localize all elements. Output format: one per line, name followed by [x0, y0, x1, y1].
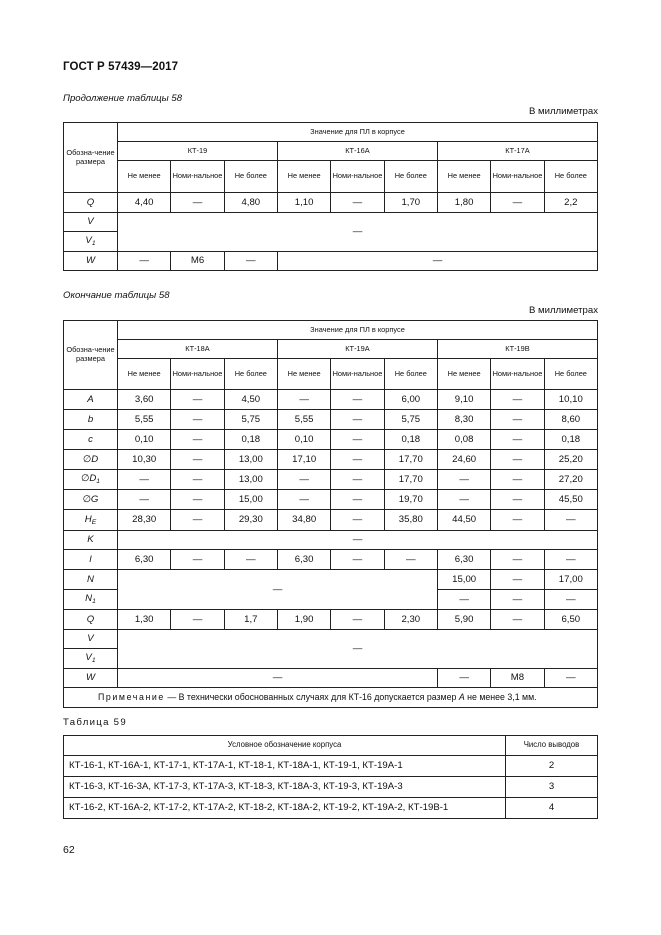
- value-cell: —: [331, 193, 384, 213]
- value-cell: —: [118, 252, 171, 271]
- pin-count-cell: 4: [506, 798, 598, 819]
- table-row: [64, 470, 598, 490]
- value-cell: 1,80: [437, 193, 490, 213]
- col-min: Не менее: [437, 161, 490, 193]
- value-cell: —: [118, 490, 171, 510]
- dim-cell: W: [64, 669, 118, 688]
- value-cell: 6,00: [384, 390, 437, 410]
- dim-cell: b: [64, 410, 118, 430]
- dim-cell: l: [64, 550, 118, 570]
- table-row: [64, 193, 598, 213]
- value-cell: —: [491, 430, 544, 450]
- table58-cont-caption: Продолжение таблицы 58: [63, 93, 183, 104]
- package-list-cell: КТ-16-3, КТ-16-3А, КТ-17-3, КТ-17А-3, КТ-18-3, КТ-18А-3, КТ-19-3, КТ-19А-3: [64, 777, 506, 798]
- value-cell: 5,90: [437, 610, 490, 630]
- value-cell: 2,30: [384, 610, 437, 630]
- value-cell: 17,70: [384, 470, 437, 490]
- table58-end-units: В миллиметрах: [528, 305, 598, 316]
- value-cell: 17,10: [277, 450, 330, 470]
- table-row: [64, 510, 598, 531]
- value-cell: 5,75: [384, 410, 437, 430]
- package-header: КТ-16А: [277, 142, 437, 161]
- value-header: Значение для ПЛ в корпусе: [118, 321, 598, 340]
- col-max: Не более: [224, 161, 277, 193]
- col-min: Не менее: [118, 161, 171, 193]
- value-cell: 13,00: [224, 470, 277, 490]
- value-cell: —: [491, 450, 544, 470]
- value-cell: —: [491, 570, 544, 590]
- col-min: Не менее: [437, 359, 490, 390]
- value-cell: —: [331, 470, 384, 490]
- dim-cell: N: [64, 570, 118, 590]
- table-row: [64, 531, 598, 550]
- package-header: КТ-19В: [437, 340, 597, 359]
- value-cell: 19,70: [384, 490, 437, 510]
- package-header: КТ-18А: [118, 340, 278, 359]
- value-cell: —: [437, 590, 490, 610]
- value-cell: —: [171, 490, 224, 510]
- value-cell: 8,60: [544, 410, 597, 430]
- value-cell: 29,30: [224, 510, 277, 531]
- value-cell: —: [331, 390, 384, 410]
- value-cell: —: [171, 410, 224, 430]
- dim-cell: V: [64, 213, 118, 232]
- col-min: Не менее: [118, 359, 171, 390]
- value-cell: 10,30: [118, 450, 171, 470]
- value-cell: 45,50: [544, 490, 597, 510]
- dim-cell: W: [64, 252, 118, 271]
- value-cell: 17,00: [544, 570, 597, 590]
- value-cell: —: [437, 669, 490, 688]
- package-header: КТ-19А: [277, 340, 437, 359]
- table-row: [64, 550, 598, 570]
- value-cell: 6,30: [437, 550, 490, 570]
- value-cell: —: [171, 550, 224, 570]
- value-cell: —: [331, 410, 384, 430]
- table-row: [64, 213, 598, 232]
- value-cell: 5,55: [118, 410, 171, 430]
- value-cell: 6,30: [277, 550, 330, 570]
- value-cell: 6,30: [118, 550, 171, 570]
- col-min: Не менее: [277, 359, 330, 390]
- col-max: Не более: [224, 359, 277, 390]
- dim-cell: ∅D: [64, 450, 118, 470]
- value-header: Значение для ПЛ в корпусе: [118, 123, 598, 142]
- dim-cell: A: [64, 390, 118, 410]
- value-cell: 28,30: [118, 510, 171, 531]
- value-cell: —: [491, 410, 544, 430]
- table-row: [64, 410, 598, 430]
- value-cell: —: [171, 390, 224, 410]
- table58-cont-units: В миллиметрах: [528, 106, 598, 117]
- value-cell: 2,2: [544, 193, 597, 213]
- dim-cell: $V_1$: [64, 232, 118, 252]
- value-cell: 1,30: [118, 610, 171, 630]
- value-cell: —: [171, 610, 224, 630]
- value-cell: —: [331, 510, 384, 531]
- dim-header: Обозна-чение размера: [64, 321, 118, 390]
- package-list-cell: КТ-16-1, КТ-16А-1, КТ-17-1, КТ-17А-1, КТ-18-1, КТ-18А-1, КТ-19-1, КТ-19А-1: [64, 756, 506, 777]
- value-cell: 0,10: [277, 430, 330, 450]
- value-cell: 1,70: [384, 193, 437, 213]
- value-cell: 0,18: [544, 430, 597, 450]
- table-note: Примечание — В технически обоснованных случаях для КТ-16 допускается размер A не менее 3,1 мм.: [64, 688, 598, 708]
- value-cell: —: [171, 510, 224, 531]
- merged-value-cell: —: [118, 531, 598, 550]
- value-cell: 25,20: [544, 450, 597, 470]
- col-max: Не более: [544, 359, 597, 390]
- value-cell: —: [277, 390, 330, 410]
- merged-value-cell: —: [277, 252, 597, 271]
- value-cell: 10,10: [544, 390, 597, 410]
- dim-cell: ∅G: [64, 490, 118, 510]
- col-header-pin-count: Число выводов: [506, 736, 598, 756]
- table-note-row: [64, 688, 598, 708]
- value-cell: 0,08: [437, 430, 490, 450]
- merged-value-cell: —: [118, 630, 598, 669]
- value-cell: 35,80: [384, 510, 437, 531]
- value-cell: 4,50: [224, 390, 277, 410]
- value-cell: 15,00: [437, 570, 490, 590]
- dim-cell: $\emptyset D_1$: [64, 470, 118, 490]
- value-cell: 15,00: [224, 490, 277, 510]
- col-nom: Номи-нальное: [491, 359, 544, 390]
- value-cell: —: [118, 470, 171, 490]
- merged-value-cell: —: [118, 570, 438, 610]
- value-cell: —: [331, 550, 384, 570]
- value-cell: 0,18: [224, 430, 277, 450]
- col-max: Не более: [384, 161, 437, 193]
- package-header: КТ-19: [118, 142, 278, 161]
- col-nom: Номи-нальное: [331, 359, 384, 390]
- value-cell: 44,50: [437, 510, 490, 531]
- value-cell: —: [224, 252, 277, 271]
- value-cell: 24,60: [437, 450, 490, 470]
- table58-continuation: [63, 122, 598, 271]
- table58-end: [63, 320, 598, 708]
- value-cell: 8,30: [437, 410, 490, 430]
- value-cell: —: [171, 193, 224, 213]
- col-max: Не более: [544, 161, 597, 193]
- table-row: [64, 669, 598, 688]
- value-cell: —: [544, 669, 597, 688]
- dim-cell: $V_1$: [64, 649, 118, 669]
- value-cell: 1,90: [277, 610, 330, 630]
- table-row: [64, 430, 598, 450]
- table58-end-caption: Окончание таблицы 58: [63, 290, 170, 301]
- value-cell: —: [331, 450, 384, 470]
- value-cell: —: [491, 510, 544, 531]
- col-nom: Номи-нальное: [171, 359, 224, 390]
- dim-cell: $H_E$: [64, 510, 118, 531]
- merged-value-cell: —: [118, 669, 438, 688]
- value-cell: М6: [171, 252, 224, 271]
- value-cell: —: [437, 470, 490, 490]
- value-cell: —: [544, 510, 597, 531]
- pin-count-cell: 3: [506, 777, 598, 798]
- value-cell: 9,10: [437, 390, 490, 410]
- value-cell: 5,55: [277, 410, 330, 430]
- value-cell: 3,60: [118, 390, 171, 410]
- table59: [63, 735, 598, 819]
- value-cell: 4,80: [224, 193, 277, 213]
- value-cell: 27,20: [544, 470, 597, 490]
- table-row: [64, 252, 598, 271]
- value-cell: —: [277, 470, 330, 490]
- col-nom: Номи-нальное: [171, 161, 224, 193]
- value-cell: —: [491, 610, 544, 630]
- dim-cell: $N_1$: [64, 590, 118, 610]
- value-cell: —: [491, 550, 544, 570]
- dim-cell: Q: [64, 610, 118, 630]
- value-cell: 34,80: [277, 510, 330, 531]
- value-cell: —: [331, 490, 384, 510]
- value-cell: —: [491, 590, 544, 610]
- col-nom: Номи-нальное: [331, 161, 384, 193]
- table-row: [64, 570, 598, 590]
- value-cell: —: [384, 550, 437, 570]
- col-min: Не менее: [277, 161, 330, 193]
- value-cell: —: [171, 430, 224, 450]
- package-header: КТ-17А: [437, 142, 597, 161]
- value-cell: М8: [491, 669, 544, 688]
- value-cell: —: [491, 193, 544, 213]
- value-cell: 0,10: [118, 430, 171, 450]
- col-nom: Номи-нальное: [491, 161, 544, 193]
- value-cell: 17,70: [384, 450, 437, 470]
- dim-cell: Q: [64, 193, 118, 213]
- col-header-package: Условное обозначение корпуса: [64, 736, 506, 756]
- value-cell: —: [544, 550, 597, 570]
- col-max: Не более: [384, 359, 437, 390]
- value-cell: 5,75: [224, 410, 277, 430]
- merged-value-cell: —: [118, 213, 598, 252]
- table-row: [64, 798, 598, 819]
- table-row: [64, 756, 598, 777]
- value-cell: 4,40: [118, 193, 171, 213]
- value-cell: —: [171, 470, 224, 490]
- value-cell: —: [491, 390, 544, 410]
- value-cell: —: [437, 490, 490, 510]
- table-row: [64, 610, 598, 630]
- value-cell: 1,10: [277, 193, 330, 213]
- table-row: [64, 450, 598, 470]
- value-cell: —: [277, 490, 330, 510]
- table-row: [64, 630, 598, 649]
- value-cell: 0,18: [384, 430, 437, 450]
- page-number: 62: [63, 844, 75, 856]
- value-cell: —: [331, 610, 384, 630]
- value-cell: —: [331, 430, 384, 450]
- dim-cell: K: [64, 531, 118, 550]
- value-cell: 6,50: [544, 610, 597, 630]
- value-cell: 1,7: [224, 610, 277, 630]
- value-cell: —: [544, 590, 597, 610]
- value-cell: —: [224, 550, 277, 570]
- document-header: ГОСТ Р 57439—2017: [63, 61, 179, 73]
- pin-count-cell: 2: [506, 756, 598, 777]
- table-row: [64, 390, 598, 410]
- table-row: [64, 777, 598, 798]
- package-list-cell: КТ-16-2, КТ-16А-2, КТ-17-2, КТ-17А-2, КТ-18-2, КТ-18А-2, КТ-19-2, КТ-19А-2, КТ-19В-1: [64, 798, 506, 819]
- value-cell: 13,00: [224, 450, 277, 470]
- table-row: [64, 490, 598, 510]
- dim-cell: c: [64, 430, 118, 450]
- dim-cell: V: [64, 630, 118, 649]
- value-cell: —: [491, 490, 544, 510]
- dim-header: Обозна-чение размера: [64, 123, 118, 193]
- value-cell: —: [171, 450, 224, 470]
- value-cell: —: [491, 470, 544, 490]
- table59-title: Таблица 59: [63, 717, 127, 728]
